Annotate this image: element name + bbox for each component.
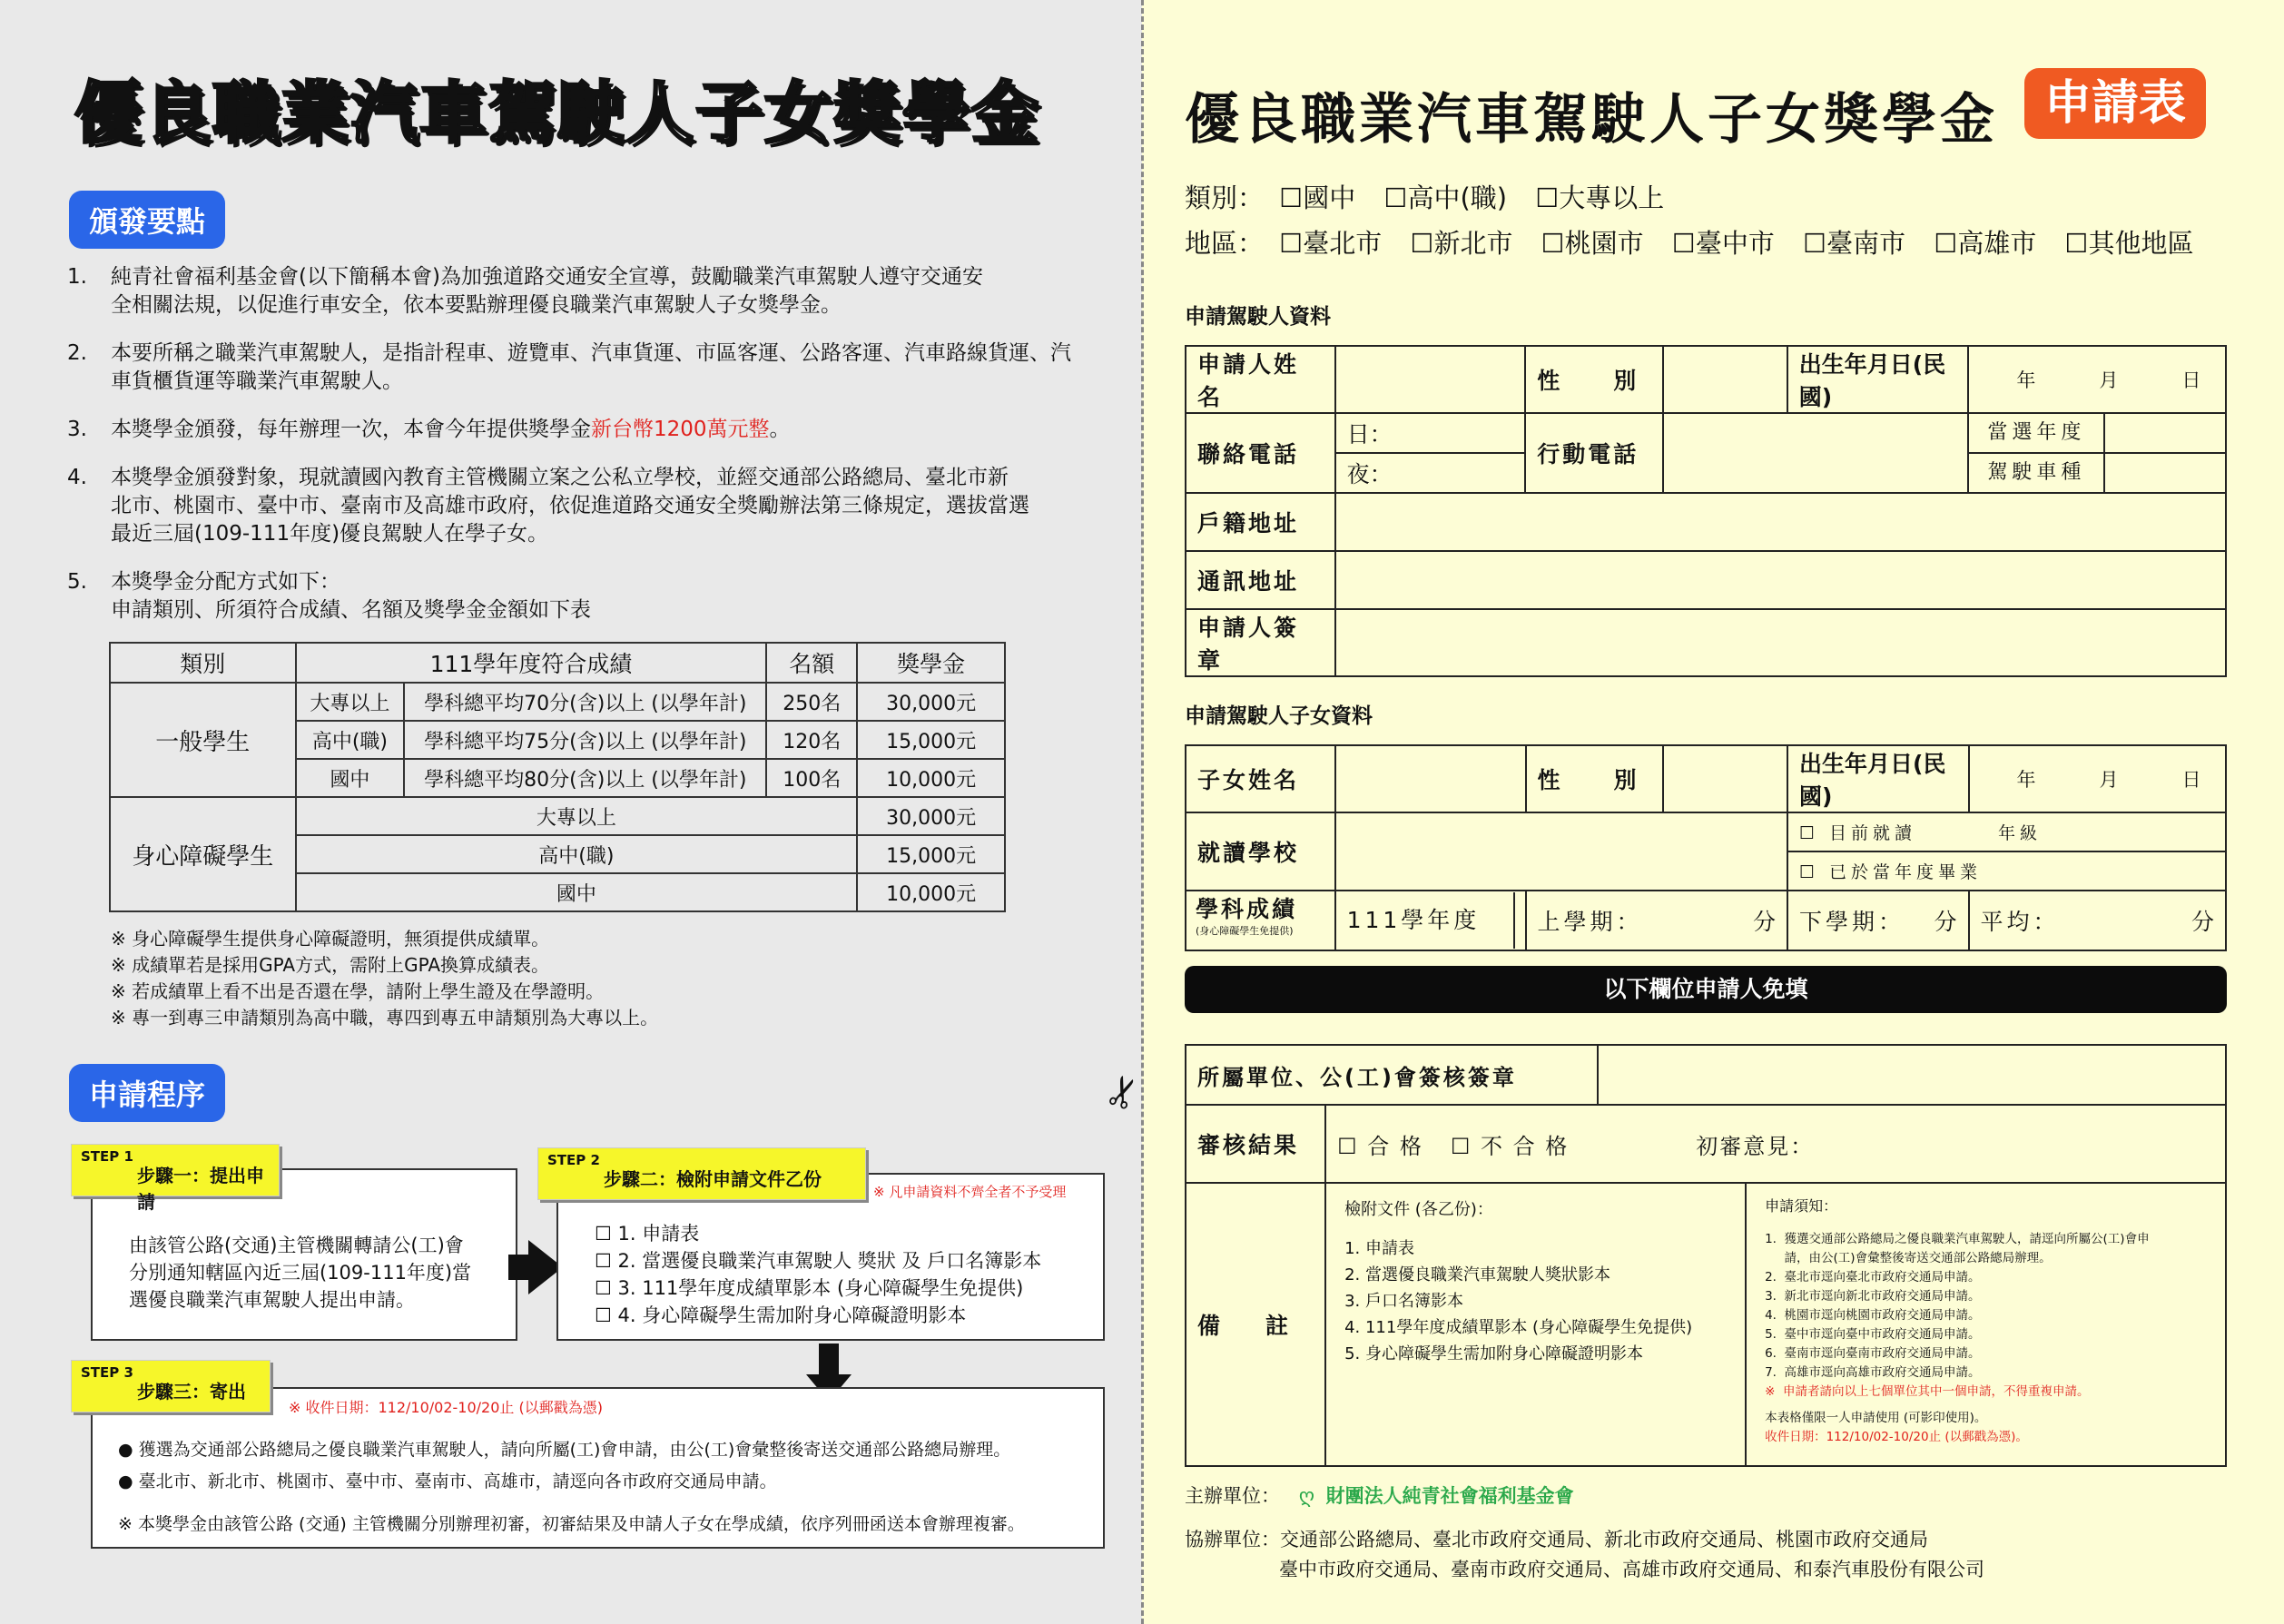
checkbox-new-taipei[interactable]: ☐新北市 — [1410, 228, 1513, 259]
table-row: 身心障礙學生 大專以上 30,000元 — [110, 797, 1005, 835]
table-row: 學科成績 (身心障礙學生免提供) 111學年度 上學期： 分 下學期： 分 平均： 分 — [1186, 891, 2226, 950]
checkbox-junior-high[interactable]: ☐國中 — [1279, 182, 1356, 213]
step3-deadline: ※ 收件日期：112/10/02-10/20止 (以郵戳為憑) — [289, 1399, 603, 1416]
driver-form — [1185, 345, 2227, 677]
exempt-bar: 以下欄位申請人免填 — [1185, 966, 2227, 1013]
scissors-icon: ✂ — [1094, 1067, 1153, 1117]
day-phone-field[interactable]: 日： — [1335, 413, 1526, 453]
graduated-checkbox[interactable]: ☐ 已於當年度畢業 — [1787, 851, 2226, 891]
category-row: 類別： ☐國中 ☐高中(職) ☐大專以上 — [1185, 182, 1665, 213]
applicant-gender-field[interactable] — [1663, 346, 1787, 413]
sem1-field[interactable]: 上學期： 分 — [1526, 891, 1787, 950]
rule-item: 5. 本獎學金分配方式如下： 申請類別、所須符合成績、名額及獎學金金額如下表 — [67, 570, 591, 622]
sem2-field[interactable]: 下學期： 分 — [1787, 891, 1969, 950]
table-row: 就讀學校 ☐ 目前就讀 年級 — [1186, 812, 2226, 851]
table-row: 子女姓名 性 別 出生年月日(民國) 年 月 日 — [1186, 745, 2226, 812]
table-row: 高中(職) 學科總平均75分(含)以上 (以學年計) 120名 15,000元 — [110, 721, 1005, 759]
review-result-field[interactable]: ☐ 合 格 ☐ 不 合 格 初審意見： — [1325, 1105, 2226, 1183]
table-row: 夜： 駕駛車種 — [1186, 453, 2226, 493]
fail-checkbox[interactable]: ☐ 不 合 格 — [1450, 1133, 1570, 1159]
table-row: 戶籍地址 — [1186, 493, 2226, 551]
applicant-name-field[interactable] — [1335, 346, 1526, 413]
region-row: 地區： ☐臺北市 ☐新北市 ☐桃園市 ☐臺中市 ☐臺南市 ☐高雄市 ☐其他地區 — [1185, 228, 2194, 259]
child-name-field[interactable] — [1335, 745, 1526, 812]
table-row: 國中 學科總平均80分(含)以上 (以學年計) 100名 10,000元 — [110, 759, 1005, 797]
child-birth-field[interactable]: 年 月 日 — [1969, 745, 2226, 812]
table-row: 申請人姓名 性 別 出生年月日(民國) 年 月 日 — [1186, 346, 2226, 413]
table-row: 審核結果 ☐ 合 格 ☐ 不 合 格 初審意見： — [1186, 1105, 2226, 1183]
table-row: 國中 10,000元 — [110, 873, 1005, 911]
household-address-field[interactable] — [1335, 493, 2226, 551]
co-organizer-row: 協辦單位：交通部公路總局、臺北市政府交通局、新北市政府交通局、桃園市政府交通局 臺中市政府交通局、臺南市政府交通局、高雄市政府交通局、和泰汽車股份有限公司 — [1185, 1529, 1984, 1580]
table-row: 一般學生 大專以上 學科總平均70分(含)以上 (以學年計) 250名 30,000元 — [110, 683, 1005, 721]
step2-tag: STEP 2 步驟二：檢附申請文件乙份 — [537, 1147, 866, 1200]
step1-tag: STEP 1 步驟一：提出申請 — [71, 1144, 280, 1196]
pass-checkbox[interactable]: ☐ 合 格 — [1337, 1133, 1423, 1159]
night-phone-field[interactable]: 夜： — [1335, 453, 1526, 493]
checkbox-other[interactable]: ☐其他地區 — [2064, 228, 2194, 259]
checkbox-college[interactable]: ☐大專以上 — [1535, 182, 1665, 213]
step2-warning: ※ 凡申請資料不齊全者不予受理 — [873, 1184, 1067, 1200]
arrow-shaft — [508, 1255, 532, 1280]
applicant-birth-field[interactable]: 年 月 日 — [1968, 346, 2226, 413]
step3-tag: STEP 3 步驟三：寄出 — [71, 1360, 271, 1412]
elected-year-field[interactable] — [2105, 414, 2225, 452]
table-row: 聯絡電話 日： 行動電話 當選年度 — [1186, 413, 2226, 453]
rule-item: 2. 本要所稱之職業汽車駕駛人，是指計程車、遊覽車、汽車貨運、市區客運、公路客運、汽車路線貨運、汽 車貨櫃貨運等職業汽車駕駛人。 — [67, 341, 1071, 393]
form-badge: 申請表 — [2024, 68, 2206, 139]
review-form — [1185, 1044, 2227, 1467]
step3-box: ● 獲選為交通部公路總局之優良職業汽車駕駛人，請向所屬(工)會申請，由公(工)會彙整後寄送交通部公路總局辦理。 ● 臺北市、新北市、桃園市、臺中市、臺南市、高雄市，請逕向各市政府交通局申請。 ※ 本獎學金由該管公路 (交通) 主管機關分別辦理初審，初審結果及申請人子女在學成績，依序列冊函送本會辦理複審。 — [91, 1387, 1105, 1549]
scholarship-table — [109, 642, 1006, 912]
checkbox-taoyuan[interactable]: ☐桃園市 — [1541, 228, 1644, 259]
organizer-row: 主辦單位： ღ 財團法人純青社會福利基金會 — [1185, 1485, 1574, 1508]
step1-box: 由該管公路(交通)主管機關轉請公(工)會 分別通知轄區內近三屆(109-111年度)當 選優良職業汽車駕駛人提出申請。 — [91, 1168, 517, 1341]
application-notice: 申請須知： 1. 獲選交通部公路總局之優良職業汽車駕駛人，請逕向所屬公(工)會申 請，由公(工)會彙整後寄送交通部公路總局辦理。 2. 臺北市逕向臺北市政府交通局申請。 3. 新北市逕向新北市政府交通局申請。 4. 桃園市逕向桃園市政府交通局申請。 5. 臺中市逕向臺中市政府交通局申請。 6. 臺南市逕向臺南市政府交通局申請。 7. 高雄市逕向高雄市政府交通局申請。 ※ 申請者請向以上七個單位其中一個申請，不得重複申請。 本表格僅限一人申請使用 (可影印使用)。 收件日期：112/10/02-10/20止 (以郵戳為憑)。 — [1765, 1197, 2150, 1444]
rule-item: 1. 純青社會福利基金會(以下簡稱本會)為加強道路交通安全宣導，鼓勵職業汽車駕駛人遵守交通安 全相關法規，以促進行車安全，依本要點辦理優良職業汽車駕駛人子女獎學金。 — [67, 265, 983, 317]
cut-line — [1141, 0, 1144, 1624]
section-badge-rules: 頒發要點 — [69, 191, 225, 249]
union-signature-field[interactable] — [1598, 1045, 2226, 1105]
signature-field[interactable] — [1335, 609, 2226, 676]
main-title: 優良職業汽車駕駛人子女獎學金 — [74, 74, 1040, 153]
child-section-title: 申請駕駛人子女資料 — [1185, 704, 1373, 728]
step2-box: ☐ 1. 申請表 ☐ 2. 當選優良職業汽車駕駛人 獎狀 及 戶口名簿影本 ☐ 3. 111學年度成績單影本 (身心障礙學生免提供) ☐ 4. 身心障礙學生需加附身心障礙證明影本 — [556, 1173, 1105, 1341]
organizer-logo-icon: ღ — [1298, 1485, 1314, 1508]
driver-section-title: 申請駕駛人資料 — [1185, 305, 1331, 329]
table-row: 通訊地址 — [1186, 551, 2226, 609]
current-enrolled-checkbox[interactable]: ☐ 目前就讀 年級 — [1787, 812, 2226, 851]
school-field[interactable] — [1335, 812, 1787, 891]
checkbox-taipei[interactable]: ☐臺北市 — [1279, 228, 1383, 259]
table-row: 備 註 檢附文件 (各乙份)： 1. 申請表 2. 當選優良職業汽車駕駛人獎狀影本 3. 戶口名簿影本 4. 111學年度成績單影本 (身心障礙學生免提供) 5. 身心障礙學生需加附身心障礙證明影本 申請須知： 1. 獲選交通部公路總局之優良職業汽車駕駛人，請逕向所屬公(工)會申 請，由公(工)會彙整後寄送交通部公路總局辦理。 2. 臺北市逕向臺北市政府交通局申請。 3. 新北市逕向新北市政府交通局申請。 4. 桃園市逕向桃園市政府交通局申請。 5. 臺中市逕向臺中市政府交通局申請。 6. 臺南市逕向臺南市政府交通局申請。 7. 高雄市逕向高雄市政府交通局申請。 ※ 申請者請向以上七個單位其中一個申請，不得重複申請。 本表格僅限一人申請使用 (可影印使用)。 收件日期：112/10/02-10/20止 (以郵戳為憑)。 — [1186, 1183, 2226, 1466]
avg-field[interactable]: 平均： 分 — [1969, 891, 2226, 950]
form-title: 優良職業汽車駕駛人子女獎學金 — [1185, 88, 1998, 152]
table-header-row: 類別 111學年度符合成績 名額 獎學金 — [110, 643, 1005, 683]
child-gender-field[interactable] — [1663, 745, 1787, 812]
section-badge-procedure: 申請程序 — [69, 1064, 225, 1122]
organizer-name: 財團法人純青社會福利基金會 — [1325, 1485, 1574, 1507]
child-form — [1185, 744, 2227, 951]
vehicle-type-field[interactable] — [2105, 454, 2225, 492]
arrow-shaft — [819, 1343, 839, 1376]
checkbox-kaohsiung[interactable]: ☐高雄市 — [1934, 228, 2037, 259]
rule-item: 4. 本獎學金頒發對象，現就讀國內教育主管機關立案之公私立學校，並經交通部公路總局、臺北市新 北市、桃園市、臺中市、臺南市及高雄市政府，依促進道路交通安全獎勵辦法第三條規定，選拔當選 最近三屆(109-111年度)優良駕駛人在學子女。 — [67, 466, 1029, 546]
table-row: 申請人簽章 — [1186, 609, 2226, 676]
table-row: 高中(職) 15,000元 — [110, 835, 1005, 873]
table-row: 所屬單位、公(工)會簽核簽章 — [1186, 1045, 2226, 1105]
attachments-list: 檢附文件 (各乙份)： 1. 申請表 2. 當選優良職業汽車駕駛人獎狀影本 3. 戶口名簿影本 4. 111學年度成績單影本 (身心障礙學生免提供) 5. 身心障礙學生需加附身心障礙證明影本 — [1326, 1184, 1747, 1465]
rule-item: 3. 本獎學金頒發，每年辦理一次，本會今年提供獎學金新台幣1200萬元整。 — [67, 418, 791, 441]
notes: ※ 身心障礙學生提供身心障礙證明，無須提供成績單。 ※ 成績單若是採用GPA方式，需附上GPA換算成績表。 ※ 若成績單上看不出是否還在學，請附上學生證及在學證明。 ※ 專一到專三申請類別為高中職，專四到專五申請類別為大專以上。 — [111, 928, 659, 1029]
checkbox-senior-high[interactable]: ☐高中(職) — [1383, 182, 1508, 213]
rules-list — [67, 263, 1111, 645]
mailing-address-field[interactable] — [1335, 551, 2226, 609]
prize-amount: 新台幣1200萬元整 — [591, 418, 770, 441]
checkbox-tainan[interactable]: ☐臺南市 — [1803, 228, 1906, 259]
checkbox-taichung[interactable]: ☐臺中市 — [1671, 228, 1775, 259]
mobile-field[interactable] — [1663, 413, 1968, 493]
